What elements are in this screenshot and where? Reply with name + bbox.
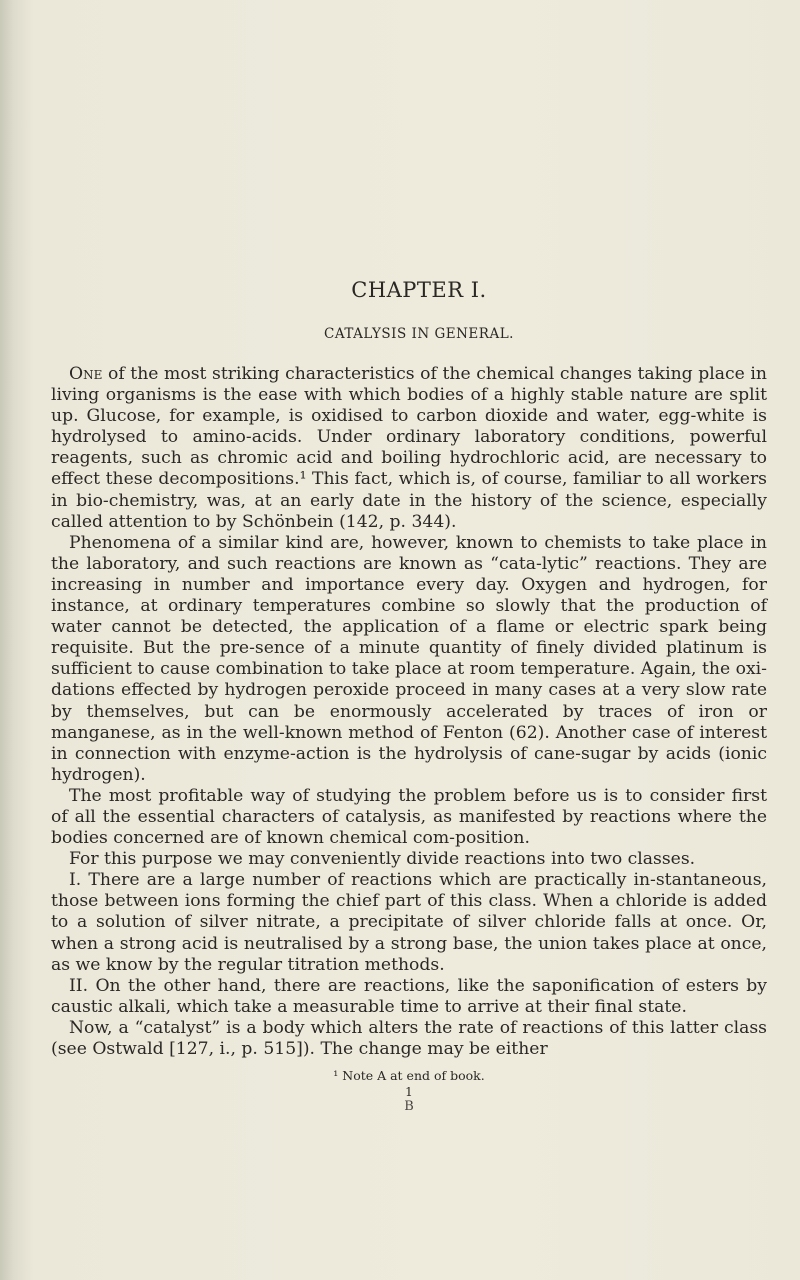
paragraph: II. On the other hand, there are reactions, like the saponification of esters by caustic alkali, which take a measurable time to arrive at their final state. (51, 975, 767, 1017)
section-title: CATALYSIS IN GENERAL. (324, 326, 514, 342)
paragraph: For this purpose we may conveniently divide reactions into two classes. (69, 849, 696, 870)
paragraph-text: of the most striking characteristics of the chemical changes taking place in living organisms is the ease with which bodies of a highly stable nature are split up. Glucose, for example, is oxidised to carbon dioxide and water, egg-white is hydrolysed to amino-acids. Under ordinary laboratory conditions, powerful reagents, such as chromic acid and boiling hydrochloric acid, are necessary to effect these decompositions.¹ This fact, which is, of course, familiar to all workers in bio-chemistry, was, at an early date in the history of the science, especially called attention to by Schönbein (142, p. 344). (51, 364, 767, 532)
paragraph: Now, a “catalyst” is a body which alters the rate of reactions of this latter class (see Ostwald [127, i., p. 515]). The change may be either (51, 1017, 767, 1059)
page-text (51, 278, 767, 1114)
paragraph: I. There are a large number of reactions which are practically in-stantaneous, those between ions forming the chief part of this class. When a chloride is added to a solution of silver nitrate, a precipitate of silver chloride falls at once. Or, when a strong acid is neutralised by a strong base, the union takes place at once, as we know by the regular titration methods. (51, 870, 767, 975)
paragraph: The most profitable way of studying the problem before us is to consider first of all the essential characters of catalysis, as manifested by reactions where the bodies concerned are of known chemical com-position. (51, 785, 767, 849)
signature-mark: B (404, 1099, 414, 1115)
page-number: 1 (405, 1085, 413, 1100)
opening-word: One (69, 364, 103, 384)
chapter-title: CHAPTER I. (351, 278, 487, 302)
paragraph (51, 364, 767, 533)
paragraph: Phenomena of a similar kind are, however, known to chemists to take place in the laboratory, and such reactions are known as “cata-lytic” reactions. They are increasing in number and importance every day. Oxygen and hydrogen, for instance, at ordinary temperatures combine so slowly that the production of water cannot be detected, the application of a flame or electric spark being requisite. But the pre-sence of a minute quantity of finely divided platinum is sufficient to cause combination to take place at room temperature. Again, the oxi-dations effected by hydrogen peroxide proceed in many cases at a very slow rate by themselves, but can be enormously accelerated by traces of iron or manganese, as in the well-known method of Fenton (62). Another case of interest in connection with enzyme-action is the hydrolysis of cane-sugar by acids (ionic hydrogen). (51, 532, 767, 785)
footnote: ¹ Note A at end of book. (333, 1068, 485, 1084)
